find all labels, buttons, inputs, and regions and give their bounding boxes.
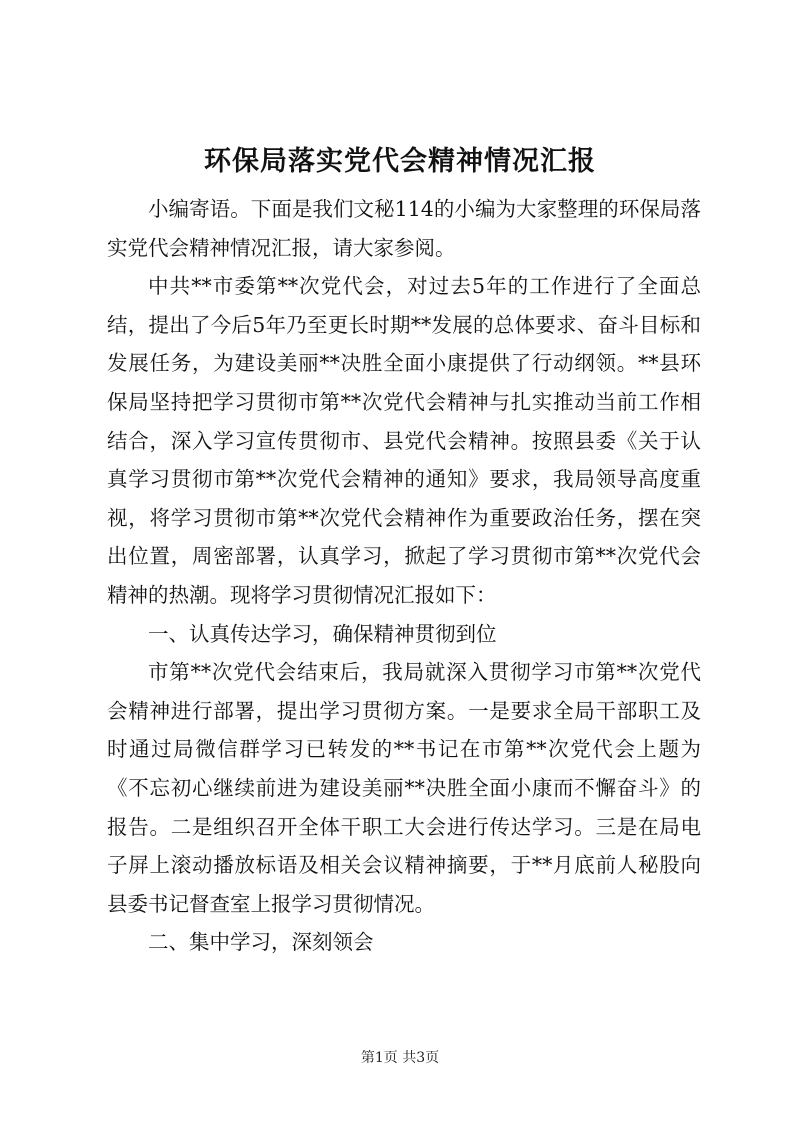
intro-paragraph: 小编寄语。下面是我们文秘114的小编为大家整理的环保局落实党代会精神情况汇报，请大家参阅。 [107, 197, 701, 260]
document-title: 环保局落实党代会精神情况汇报 [204, 146, 596, 177]
page-footer: 第1页 共3页 [360, 1050, 440, 1066]
overview-paragraph: 中共**市委第**次党代会，对过去5年的工作进行了全面总结，提出了今后5年乃至更长时期**发展的总体要求、奋斗目标和发展任务，为建设美丽**决胜全面小康提供了行动纲领。**县环保局坚持把学习贯彻市第**次党代会精神与扎实推动当前工作相结合，深入学习宣传贯彻市、县党代会精神。按照县委《关于认真学习贯彻市第**次党代会精神的通知》要求，我局领导高度重视，将学习贯彻市第**次党代会精神作为重要政治任务，摆在突出位置，周密部署，认真学习，掀起了学习贯彻市第**次党代会精神的热潮。现将学习贯彻情况汇报如下： [107, 274, 701, 607]
document-body [107, 190, 701, 962]
section-heading-1: 一、认真传达学习，确保精神贯彻到位 [148, 621, 497, 646]
section-heading-2: 二、集中学习，深刻领会 [148, 930, 374, 955]
section-1-paragraph: 市第**次党代会结束后，我局就深入贯彻学习市第**次党代会精神进行部署，提出学习贯彻方案。一是要求全局干部职工及时通过局微信群学习已转发的**书记在市第**次党代会上题为《不忘初心继续前进为建设美丽**决胜全面小康而不懈奋斗》的报告。二是组织召开全体干职工大会进行传达学习。三是在局电子屏上滚动播放标语及相关会议精神摘要，于**月底前人秘股向县委书记督查室上报学习贯彻情况。 [107, 660, 701, 916]
